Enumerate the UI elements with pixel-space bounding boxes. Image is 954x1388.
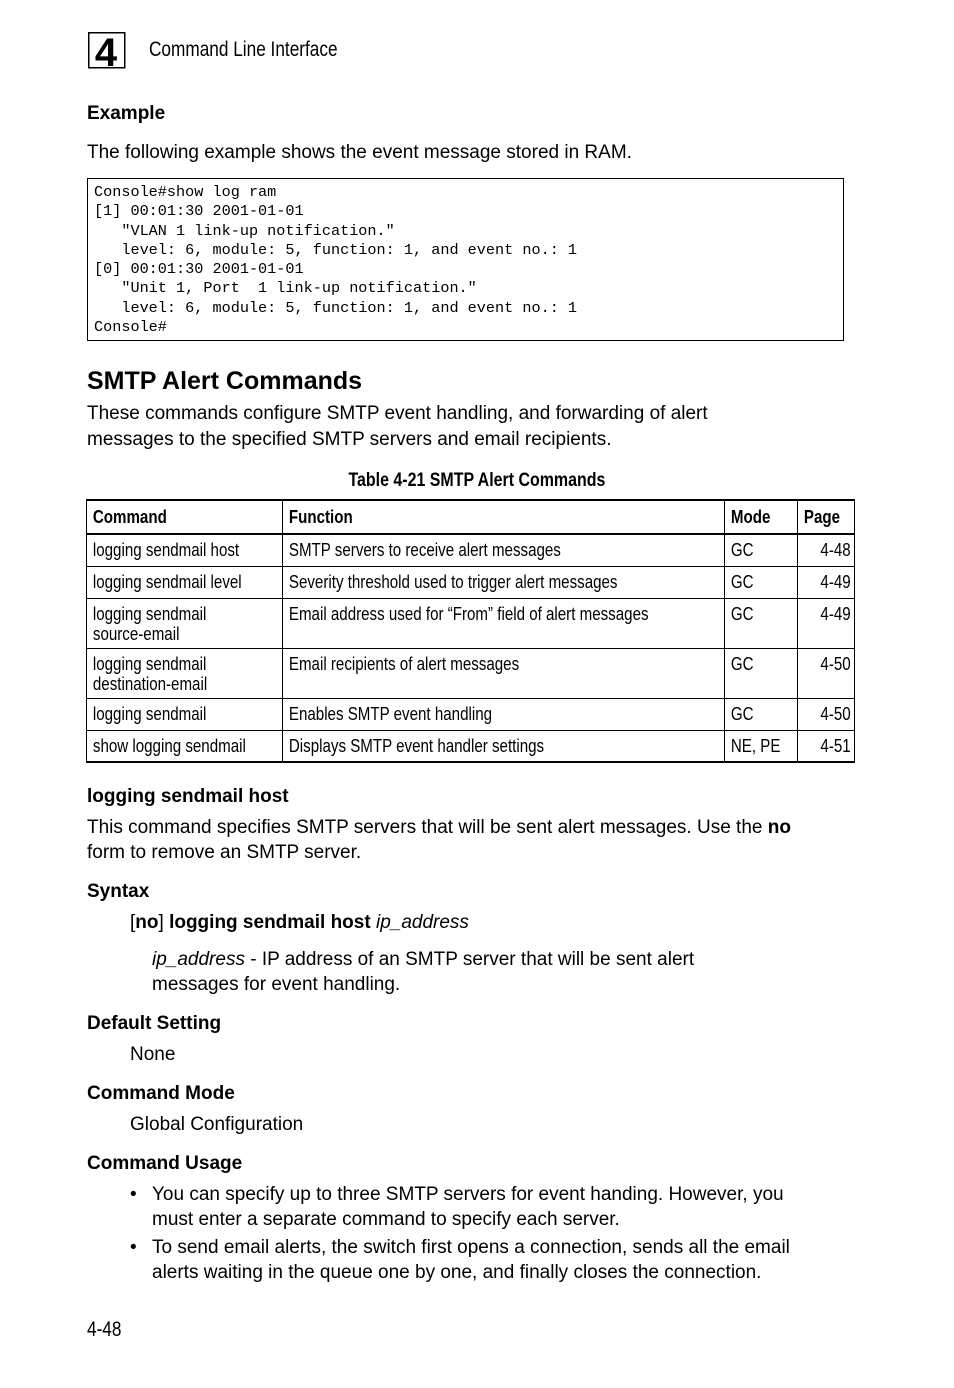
table-row [87,566,855,598]
command-desc-line1: This command specifies SMTP servers that will be sent alert messages. Use the no [87,817,791,838]
default-value: None [130,1044,176,1065]
cell-function: Email address used for “From” field of alert messages [283,598,725,648]
usage-heading: Command Usage [87,1153,243,1174]
cell-page: 4-50 [798,698,855,730]
table-row [87,648,855,698]
header-page: Page [798,500,855,534]
cell-function: Enables SMTP event handling [283,698,725,730]
header-mode: Mode [725,500,798,534]
cell-command: show logging sendmail [87,730,283,762]
command-desc-line2: form to remove an SMTP server. [87,842,362,863]
table-body [87,534,855,762]
cell-mode: GC [725,534,798,566]
syntax-line: [no] logging sendmail host ip_address [130,912,469,933]
param-desc-line2: messages for event handling. [152,974,401,995]
table-row [87,698,855,730]
cell-mode: GC [725,698,798,730]
table-row [87,598,855,648]
table-header-row [87,500,855,534]
cell-mode: GC [725,648,798,698]
section-intro-line2: messages to the specified SMTP servers and email recipients. [87,429,612,450]
table-row [87,730,855,762]
page-number: 4-48 [87,1318,122,1341]
running-title: Command Line Interface [149,38,338,61]
param-desc-line1: ip_address - IP address of an SMTP server that will be sent alert [152,949,695,970]
usage-item: • To send email alerts, the switch first opens a connection, sends all the email alerts waiting in the queue one by one, and finally closes the connection. [130,1237,790,1283]
section-title: SMTP Alert Commands [87,367,363,395]
table-caption-text: Table 4-21 SMTP Alert Commands [348,470,606,491]
cell-page: 4-49 [798,598,855,648]
code-block [87,178,844,341]
command-title: logging sendmail host [87,786,289,807]
cell-page: 4-51 [798,730,855,762]
smtp-commands-table [86,499,855,763]
code-text: Console#show log ram [1] 00:01:30 2001-01-01 "VLAN 1 link-up notification." level: 6, module: 5, function: 1, and event no.: 1 [0] 00:01:30 2001-01-01 "Unit 1, Port 1 link-up notification." level: 6, module: 5, function: 1, and event no.: 1 Console# [94,183,578,337]
table-caption [0,470,954,492]
bullet-icon: • [130,1184,137,1205]
cell-function: Email recipients of alert messages [283,648,725,698]
cell-function: SMTP servers to receive alert messages [283,534,725,566]
bullet-icon: • [130,1237,137,1258]
cell-command: logging sendmail [87,698,283,730]
mode-heading: Command Mode [87,1083,235,1104]
example-intro: The following example shows the event message stored in RAM. [87,142,632,163]
table-row [87,534,855,566]
cell-function: Displays SMTP event handler settings [283,730,725,762]
cell-function: Severity threshold used to trigger alert messages [283,566,725,598]
cell-page: 4-50 [798,648,855,698]
chapter-number-badge [88,32,126,68]
cell-command: logging sendmail destination-email [87,648,283,698]
example-heading: Example [87,103,166,124]
cell-command: logging sendmail host [87,534,283,566]
cell-mode: NE, PE [725,730,798,762]
cell-mode: GC [725,566,798,598]
default-heading: Default Setting [87,1013,222,1034]
cell-command: logging sendmail level [87,566,283,598]
header-command: Command [87,500,283,534]
cell-command: logging sendmail source-email [87,598,283,648]
usage-item: • You can specify up to three SMTP servers for event handing. However, you must enter a separate command to specify each server. [130,1184,784,1230]
mode-value: Global Configuration [130,1114,304,1135]
syntax-heading: Syntax [87,881,150,902]
section-intro-line1: These commands configure SMTP event handling, and forwarding of alert [87,403,708,424]
usage-list [130,1182,850,1285]
chapter-number: 4 [94,32,118,70]
cell-mode: GC [725,598,798,648]
cell-page: 4-49 [798,566,855,598]
header-function: Function [283,500,725,534]
cell-page: 4-48 [798,534,855,566]
